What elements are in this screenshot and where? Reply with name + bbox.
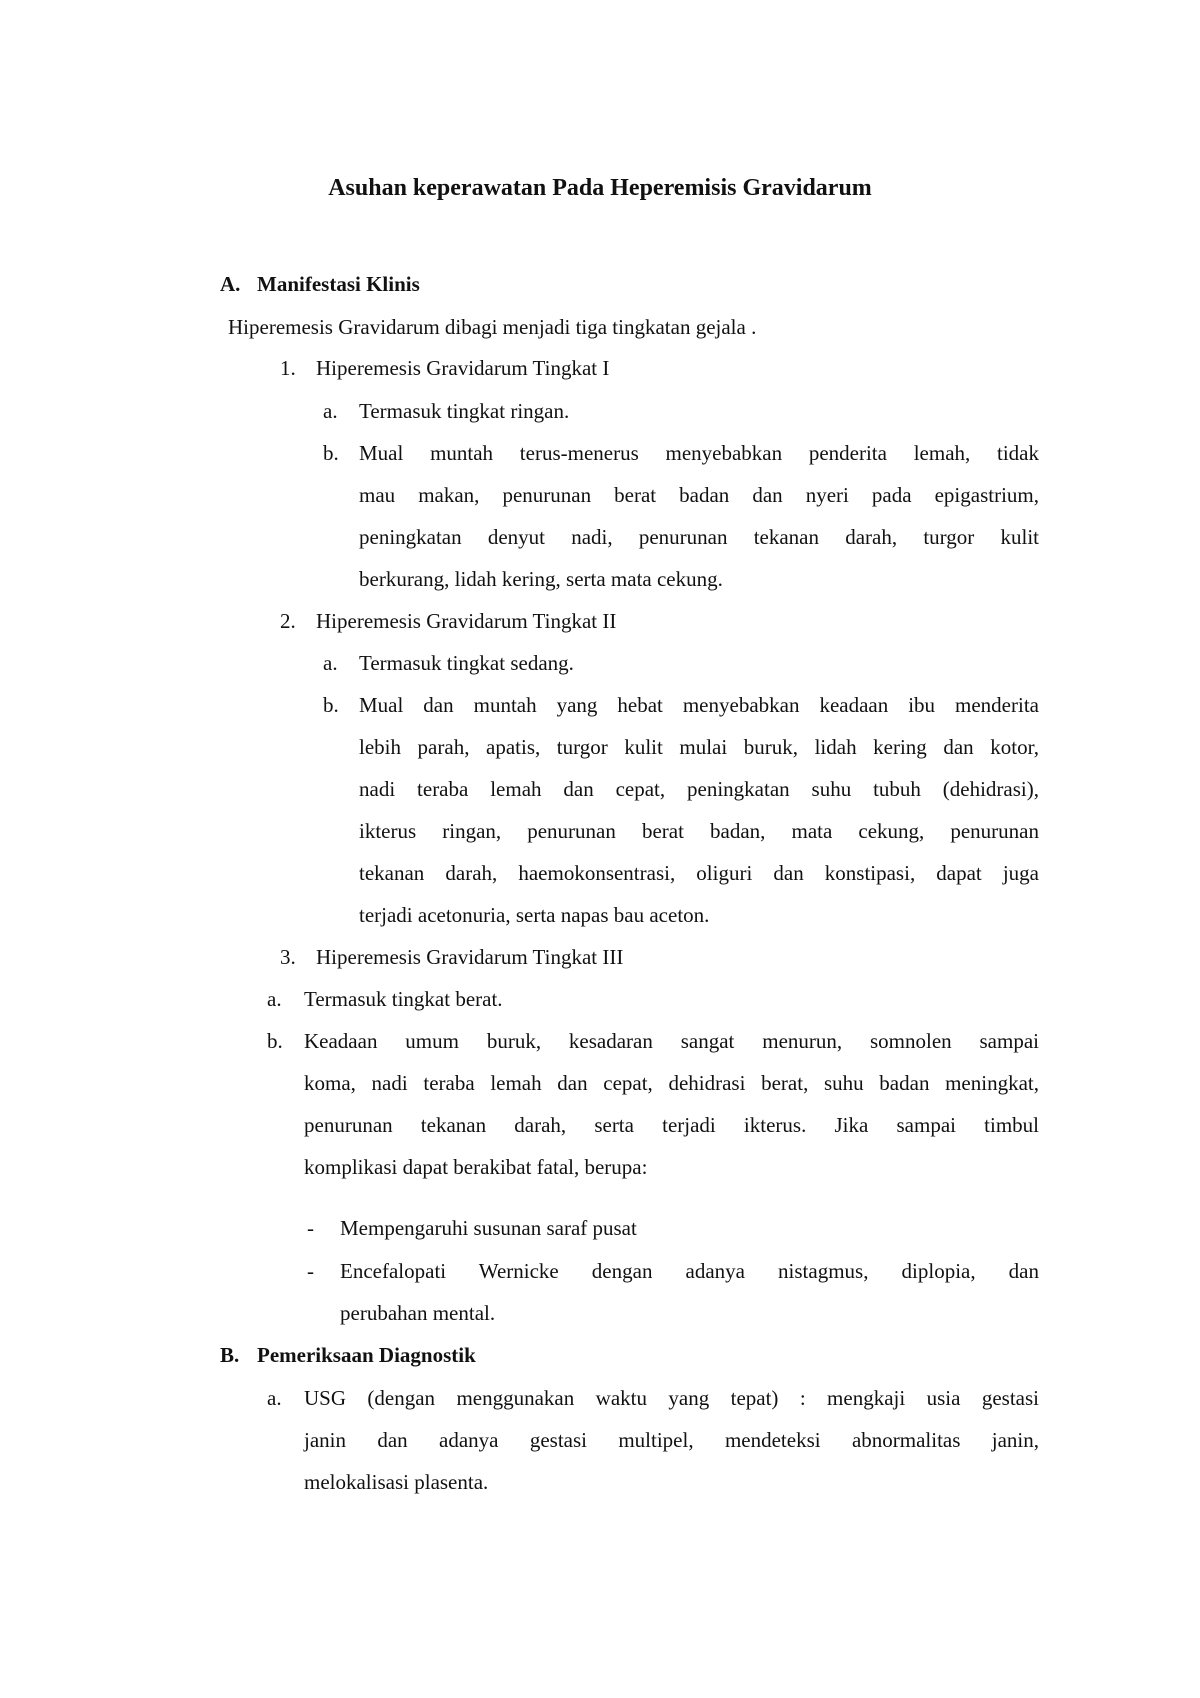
level-1-item-b-line: berkurang, lidah kering, serta mata cekung. <box>359 567 723 591</box>
level-2-item-b-line: tekanan darah, haemokonsentrasi, oliguri dan konstipasi, dapat juga <box>359 861 1039 885</box>
level-2-item-b-line: nadi teraba lemah dan cepat, peningkatan suhu tubuh (dehidrasi), <box>359 777 1039 801</box>
level-3-title: Hiperemesis Gravidarum Tingkat III <box>316 945 624 969</box>
level-1-item-a-text: Termasuk tingkat ringan. <box>359 399 570 423</box>
level-3-item-a-text: Termasuk tingkat berat. <box>304 987 503 1011</box>
complication-2-marker: - <box>307 1259 314 1283</box>
level-2-title: Hiperemesis Gravidarum Tingkat II <box>316 609 617 633</box>
level-3-item-a-marker: a. <box>267 987 282 1011</box>
level-3-item-b-line: penurunan tekanan darah, serta terjadi ikterus. Jika sampai timbul <box>304 1113 1039 1137</box>
level-1-item-b-marker: b. <box>323 441 339 465</box>
level-1-item-b-line: peningkatan denyut nadi, penurunan tekanan darah, turgor kulit <box>359 525 1039 549</box>
level-3-item-b-marker: b. <box>267 1029 283 1053</box>
section-b-item-a-line: melokalisasi plasenta. <box>304 1470 489 1494</box>
level-2-marker: 2. <box>280 609 296 633</box>
level-1-marker: 1. <box>280 356 296 380</box>
section-a-marker: A. <box>220 272 241 296</box>
level-1-title: Hiperemesis Gravidarum Tingkat I <box>316 356 610 380</box>
complication-2-line: perubahan mental. <box>340 1301 496 1325</box>
level-3-item-b-line: koma, nadi teraba lemah dan cepat, dehidrasi berat, suhu badan meningkat, <box>304 1071 1039 1095</box>
level-2-item-b-line: Mual dan muntah yang hebat menyebabkan keadaan ibu menderita <box>359 693 1039 717</box>
level-3-marker: 3. <box>280 945 296 969</box>
complication-1-text: Mempengaruhi susunan saraf pusat <box>340 1216 637 1240</box>
section-b-item-a-line: janin dan adanya gestasi multipel, mendeteksi abnormalitas janin, <box>304 1428 1039 1452</box>
complication-1-marker: - <box>307 1216 314 1240</box>
document-title: Asuhan keperawatan Pada Heperemisis Gravidarum <box>328 175 872 201</box>
level-2-item-b-line: terjadi acetonuria, serta napas bau aceton. <box>359 903 710 927</box>
level-2-item-b-marker: b. <box>323 693 339 717</box>
level-2-item-b-line: lebih parah, apatis, turgor kulit mulai buruk, lidah kering dan kotor, <box>359 735 1039 759</box>
section-b-heading: Pemeriksaan Diagnostik <box>257 1343 476 1367</box>
level-2-item-b-line: ikterus ringan, penurunan berat badan, mata cekung, penurunan <box>359 819 1039 843</box>
section-b-item-a-line: USG (dengan menggunakan waktu yang tepat) : mengkaji usia gestasi <box>304 1386 1039 1410</box>
section-b-item-a-marker: a. <box>267 1386 282 1410</box>
section-b-marker: B. <box>220 1343 240 1367</box>
level-1-item-b-line: mau makan, penurunan berat badan dan nyeri pada epigastrium, <box>359 483 1039 507</box>
level-3-item-b-line: Keadaan umum buruk, kesadaran sangat menurun, somnolen sampai <box>304 1029 1039 1053</box>
section-a-intro: Hiperemesis Gravidarum dibagi menjadi tiga tingkatan gejala . <box>228 315 757 339</box>
level-2-item-a-text: Termasuk tingkat sedang. <box>359 651 574 675</box>
level-3-item-b-line: komplikasi dapat berakibat fatal, berupa: <box>304 1155 648 1179</box>
complication-2-line: Encefalopati Wernicke dengan adanya nistagmus, diplopia, dan <box>340 1259 1039 1283</box>
level-2-item-a-marker: a. <box>323 651 338 675</box>
level-1-item-a-marker: a. <box>323 399 338 423</box>
level-1-item-b-line: Mual muntah terus-menerus menyebabkan penderita lemah, tidak <box>359 441 1039 465</box>
section-a-heading: Manifestasi Klinis <box>257 272 420 296</box>
